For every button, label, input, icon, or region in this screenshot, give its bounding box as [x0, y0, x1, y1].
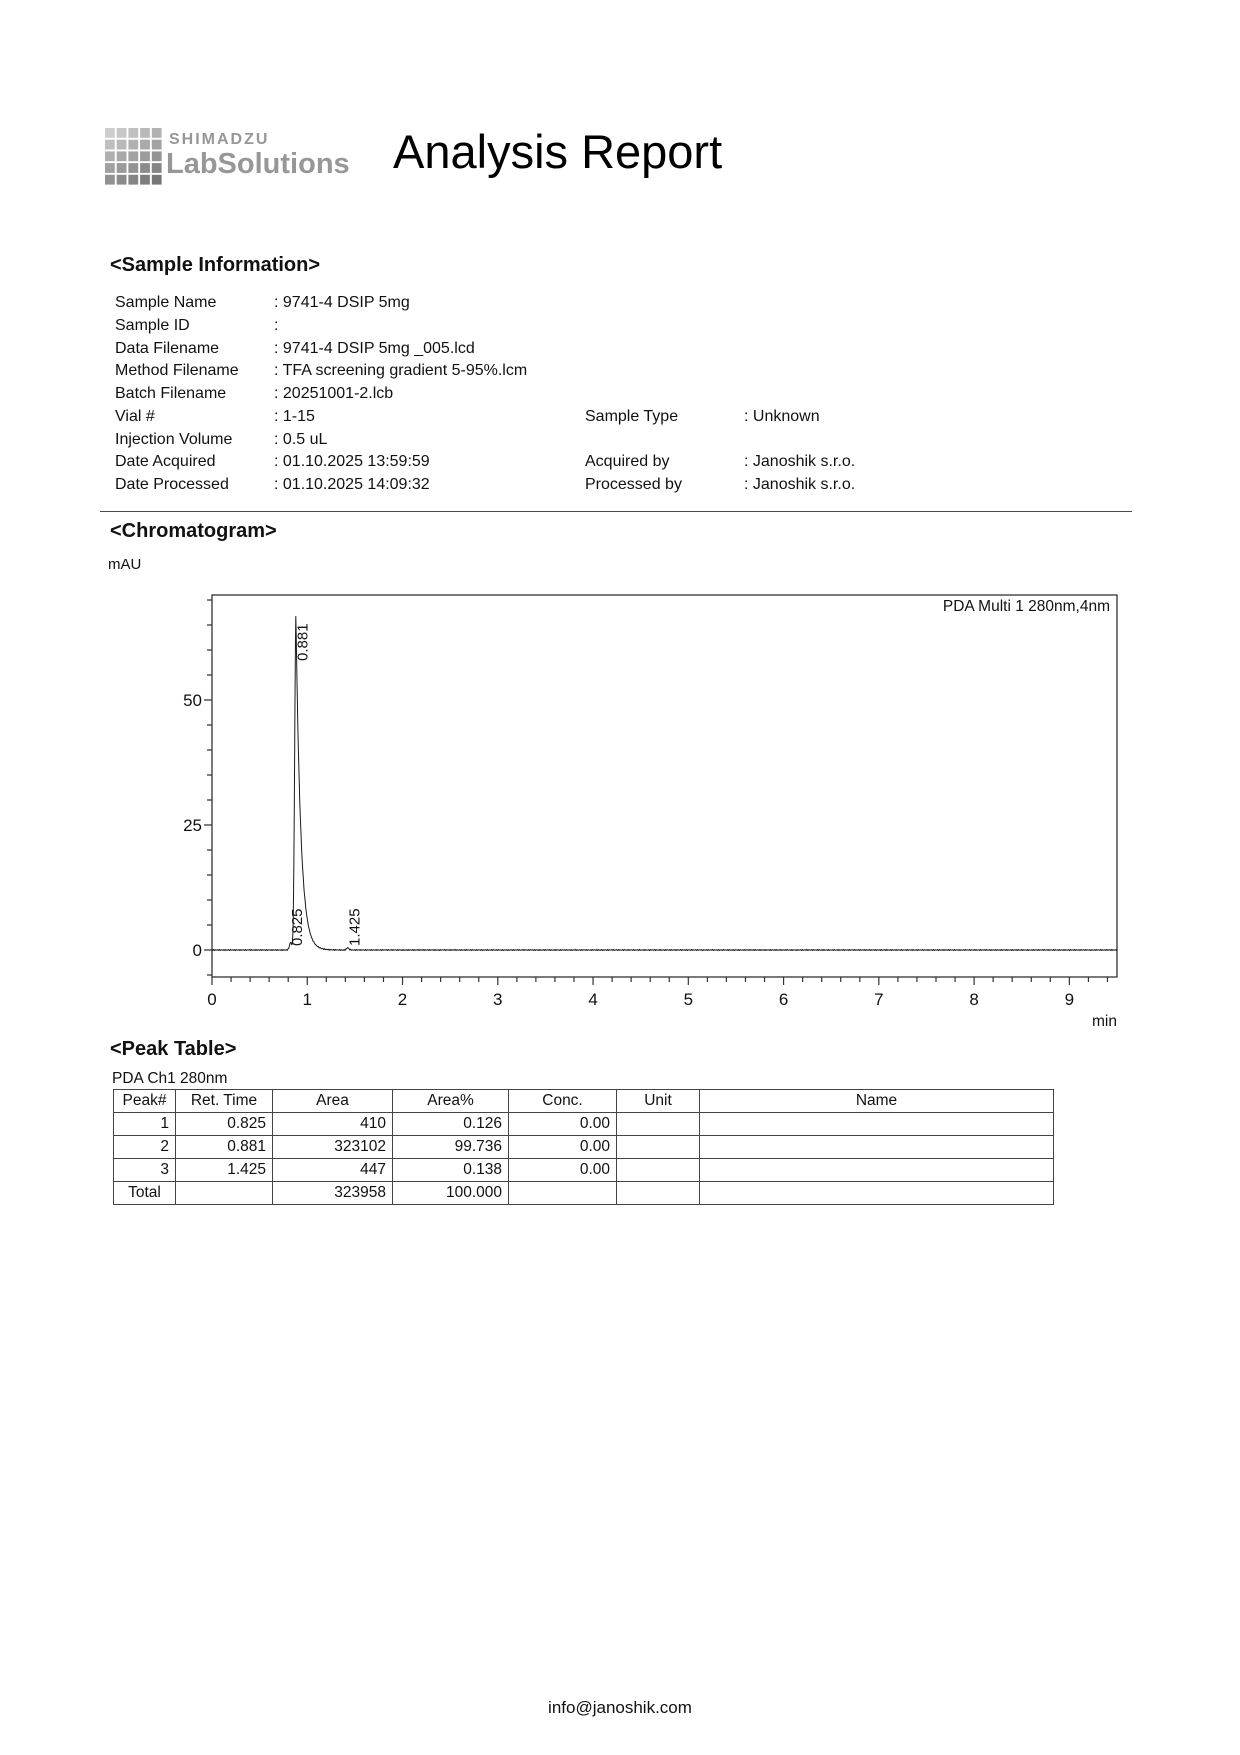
field-value: : — [274, 316, 279, 334]
peak-table-cell: 2 — [114, 1136, 176, 1159]
peak-table-row — [114, 1182, 1054, 1205]
peak-table-cell — [617, 1113, 700, 1136]
channel-label: PDA Ch1 280nm — [112, 1070, 228, 1087]
peak-table-cell: 447 — [273, 1159, 393, 1182]
sample-info-row — [115, 431, 1135, 453]
report-title: Analysis Report — [393, 125, 723, 178]
field-label: Date Processed — [115, 476, 229, 493]
x-tick-label: 6 — [778, 990, 789, 1009]
field-value: : 9741-4 DSIP 5mg — [274, 294, 410, 311]
field-label: Sample Name — [115, 294, 217, 311]
field-value: : TFA screening gradient 5-95%.lcm — [274, 362, 528, 380]
field-label: Batch Filename — [115, 385, 227, 402]
peak-table-cell — [700, 1159, 1054, 1182]
plot-frame — [212, 595, 1117, 977]
peak-table-cell — [176, 1182, 273, 1205]
field-value: : Janoshik s.r.o. — [744, 453, 856, 471]
peak-rt-label: 0.825 — [289, 908, 307, 946]
sample-info-row — [115, 340, 1135, 362]
x-tick-label: 0 — [207, 990, 217, 1009]
field-value: : 20251001-2.lcb — [274, 385, 394, 402]
sample-info-row — [115, 408, 1135, 430]
chromatogram-heading: <Chromatogram> — [110, 520, 277, 542]
peak-table-header-cell: Unit — [617, 1090, 700, 1113]
y-axis-unit-label: mAU — [108, 556, 142, 573]
x-tick-label: 9 — [1064, 990, 1075, 1009]
field-value: : 0.5 uL — [274, 430, 328, 448]
peak-table-header-cell: Peak# — [114, 1090, 176, 1113]
sample-info-row — [115, 294, 1135, 316]
field-value: : Unknown — [744, 407, 820, 425]
field-label: Acquired by — [585, 453, 670, 471]
sample-info-row — [115, 385, 1135, 407]
peak-table-cell: 0.825 — [176, 1113, 273, 1136]
x-tick-label: 5 — [683, 990, 694, 1009]
peak-table-cell: 0.881 — [176, 1136, 273, 1159]
peak-table-cell: 323102 — [273, 1136, 393, 1159]
y-tick-label: 0 — [192, 941, 202, 960]
sample-information-heading: <Sample Information> — [110, 254, 321, 276]
peak-table-cell: 100.000 — [393, 1182, 509, 1205]
peak-rt-label: 0.881 — [294, 623, 312, 661]
chromatogram-trace — [212, 616, 1117, 950]
y-tick-label: 25 — [183, 816, 202, 835]
peak-table-cell: 0.00 — [509, 1113, 617, 1136]
field-value: : 01.10.2025 13:59:59 — [274, 453, 430, 471]
field-label: Processed by — [585, 476, 682, 493]
peak-table-header-cell: Area% — [393, 1090, 509, 1113]
x-tick-label: 1 — [302, 990, 312, 1009]
x-axis-unit-label: min — [1092, 1013, 1117, 1030]
peak-table-row — [114, 1159, 1054, 1182]
field-label: Sample Type — [585, 407, 679, 425]
field-label: Sample ID — [115, 316, 190, 334]
peak-table-cell: 0.138 — [393, 1159, 509, 1182]
field-value: : Janoshik s.r.o. — [744, 476, 856, 493]
peak-table-header-cell: Ret. Time — [176, 1090, 273, 1113]
peak-table-cell: 323958 — [273, 1182, 393, 1205]
peak-table — [113, 1089, 1054, 1205]
brand-labsolutions: LabSolutions — [166, 148, 350, 180]
x-tick-label: 7 — [874, 990, 884, 1009]
field-label: Injection Volume — [115, 430, 233, 448]
x-tick-label: 8 — [969, 990, 979, 1009]
x-tick-label: 2 — [397, 990, 408, 1009]
sample-info-row — [115, 317, 1135, 339]
peak-table-cell: 410 — [273, 1113, 393, 1136]
field-label: Data Filename — [115, 339, 220, 357]
shimadzu-logo-icon — [105, 128, 163, 186]
peak-table-row — [114, 1113, 1054, 1136]
axis-ticks — [204, 600, 1107, 985]
peak-table-cell: 0.00 — [509, 1159, 617, 1182]
field-value: : 1-15 — [274, 407, 315, 425]
peak-table-header-cell: Name — [700, 1090, 1054, 1113]
y-tick-label: 50 — [183, 691, 202, 710]
peak-table-cell — [700, 1113, 1054, 1136]
peak-table-cell — [617, 1136, 700, 1159]
peak-table-cell: 3 — [114, 1159, 176, 1182]
field-label: Method Filename — [115, 362, 239, 380]
sample-info-row — [115, 476, 1135, 498]
field-label: Vial # — [115, 407, 155, 425]
peak-table-header-cell: Conc. — [509, 1090, 617, 1113]
peak-table-cell — [509, 1182, 617, 1205]
x-tick-label: 4 — [588, 990, 598, 1009]
peak-table-cell — [700, 1136, 1054, 1159]
sample-information-fields — [115, 294, 1135, 504]
footer-email: info@janoshik.com — [548, 1698, 692, 1717]
peak-table-cell: 1.425 — [176, 1159, 273, 1182]
peak-table-cell: 0.126 — [393, 1113, 509, 1136]
peak-table-header-cell: Area — [273, 1090, 393, 1113]
section-divider — [100, 511, 1132, 512]
brand-shimadzu: SHIMADZU — [169, 131, 270, 148]
sample-info-row — [115, 453, 1135, 475]
field-label: Date Acquired — [115, 453, 216, 471]
peak-table-cell — [617, 1182, 700, 1205]
peak-table-cell: Total — [114, 1182, 176, 1205]
peak-table-cell: 1 — [114, 1113, 176, 1136]
field-value: : 01.10.2025 14:09:32 — [274, 476, 430, 493]
peak-table-cell — [617, 1159, 700, 1182]
sample-info-row — [115, 362, 1135, 384]
peak-table-cell — [700, 1182, 1054, 1205]
peak-table-grid — [113, 1089, 1054, 1205]
peak-table-heading: <Peak Table> — [110, 1038, 237, 1060]
peak-table-row — [114, 1136, 1054, 1159]
detector-label: PDA Multi 1 280nm,4nm — [942, 598, 1110, 615]
peak-table-cell: 99.736 — [393, 1136, 509, 1159]
field-value: : 9741-4 DSIP 5mg _005.lcd — [274, 339, 475, 357]
peak-table-cell: 0.00 — [509, 1136, 617, 1159]
chromatogram-plot — [0, 553, 1240, 1040]
peak-rt-label: 1.425 — [346, 908, 364, 946]
x-tick-label: 3 — [493, 990, 503, 1009]
